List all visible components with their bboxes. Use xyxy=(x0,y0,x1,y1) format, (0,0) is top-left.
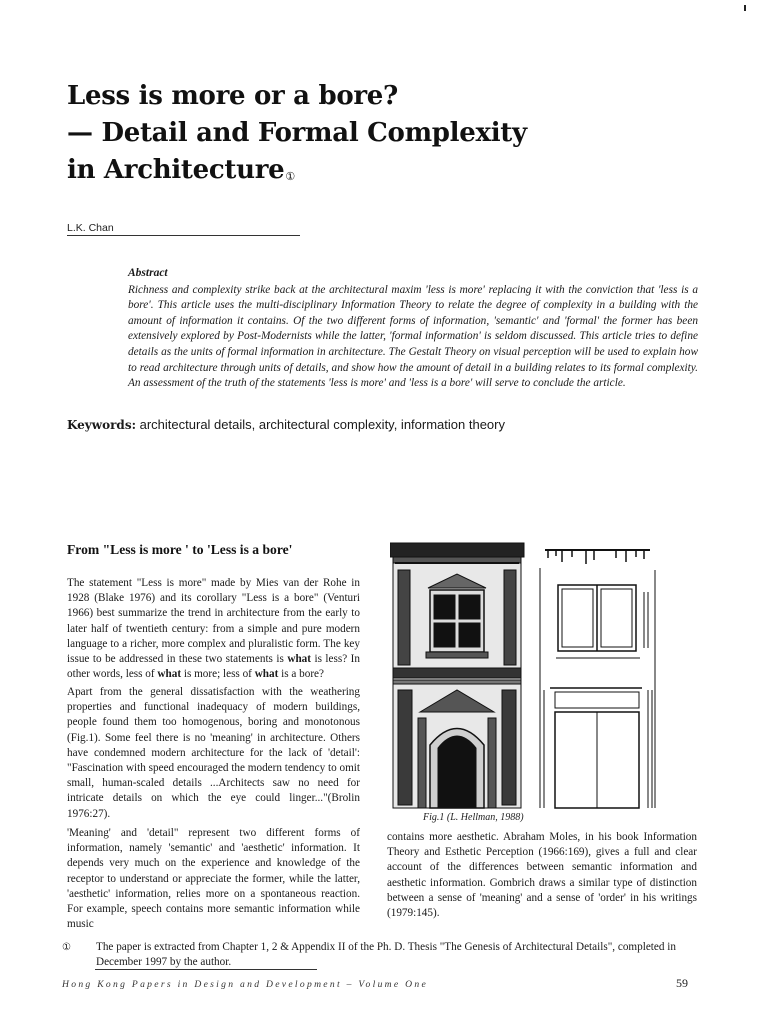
body-paragraph-2 xyxy=(67,685,360,822)
figure-1 xyxy=(390,540,710,810)
p1-text-a: The statement "Less is more" made by Mies van der Rohe in 1928 (Blake 1976) and its corollary "Less is a bore" (Venturi 1966) best summarize the trend in architecture from the early to later half of twentieth century: from a simple and pure modern language to a richer, more complex and pluralistic form. The key issue to be addressed in these two statements is xyxy=(67,577,360,666)
footnote-text: The paper is extracted from Chapter 1, 2 & Appendix II of the Ph. D. Thesis "The Genesis of Architectural Details", completed in December 1997 by the author. xyxy=(96,941,676,968)
footnote-mark: ① xyxy=(62,942,71,953)
body-paragraph-3 xyxy=(67,826,360,932)
figure-caption: Fig.1 (L. Hellman, 1988) xyxy=(423,812,524,823)
body-paragraph-right xyxy=(387,830,697,921)
author-name: L.K. Chan xyxy=(67,222,114,234)
p1-bold-a: what xyxy=(287,653,311,666)
page-number: 59 xyxy=(676,976,688,990)
title-line-2: — Detail and Formal Complexity xyxy=(67,118,527,148)
title-line-3-text: in Architecture xyxy=(67,155,285,185)
title-line-3 xyxy=(67,152,667,195)
right-text: contains more aesthetic. Abraham Moles, in his book Information Theory and Esthetic Perception (1966:169), gives a full and clear account of the differences between semantic information and aesthetic information. Gombrich draws a similar type of distinction between a sense of 'meaning' and a sense of 'order' in his writings (1979:145). xyxy=(387,831,697,920)
p1-bold-c: what xyxy=(254,668,279,681)
title-line-1: Less is more or a bore? xyxy=(67,81,398,111)
p1-text-b: is less? In other words, less of xyxy=(67,653,360,681)
corner-mark xyxy=(744,5,746,11)
p3-text: 'Meaning' and 'detail" represent two different forms of information, namely 'semantic' and 'aesthetic' information. It depends very much on the experience and knowledge of the receptor to understand or appreciate the former, while the latter, 'aesthetic' information, relies more on a spontaneous reaction. For example, speech contains more semantic information while music xyxy=(67,827,360,931)
journal-footer: Hong Kong Papers in Design and Development – Volume One xyxy=(62,979,429,990)
keywords-label: Keywords: xyxy=(67,418,137,432)
plain-facade xyxy=(540,550,655,808)
facade-illustration xyxy=(390,540,710,810)
abstract-block xyxy=(128,266,698,392)
p1-text-c: is more; less of xyxy=(181,668,255,681)
author-rule xyxy=(67,235,300,236)
footnote-marker: ① xyxy=(285,170,295,183)
p1-bold-b: what xyxy=(157,668,182,681)
article-title xyxy=(67,78,667,195)
ornate-facade xyxy=(390,543,524,808)
keywords-line xyxy=(67,417,505,432)
abstract-text: Richness and complexity strike back at the architectural maxim 'less is more' replacing it with the conviction that 'less is a bore'. This article uses the multi-disciplinary Information Theory to relate the degree of complexity in a building with the amount of information it contains. Of the two different forms of information, 'semantic' and 'formal' the former has been extensively explored by Post-Modernists while the latter, 'formal information' is seldom discussed. This article tries to define details as the units of formal information in architecture. The Gestalt Theory on visual perception will be used to explain how to read architecture through units of details, and show how the amount of detail in a building relates to its formal complexity. An assessment of the truth of the statements 'less is more' and 'less is a bore' will serve to conclude the article. xyxy=(128,283,698,390)
keywords-text: architectural details, architectural complexity, information theory xyxy=(136,417,505,432)
body-paragraph-1 xyxy=(67,576,360,682)
footnote-rule xyxy=(95,969,317,970)
p2-text: Apart from the general dissatisfaction with the weathering properties and functional inadequacy of modern buildings, people found them too homogenous, boring and monotonous (Fig.1). Some feel there is no 'meaning' in architecture. Others have condemned modern architecture for the lack of 'detail': "Fascination with speed encouraged the modern tendency to omit small, human-scaled details ...Architects saw no need for intricate details on which the eye could linger..."(Brolin 1976:27). xyxy=(67,686,360,820)
section-heading: From "Less is more ' to 'Less is a bore' xyxy=(67,542,293,557)
p1-text-d: is a bore? xyxy=(278,668,324,681)
abstract-heading: Abstract xyxy=(128,267,168,279)
